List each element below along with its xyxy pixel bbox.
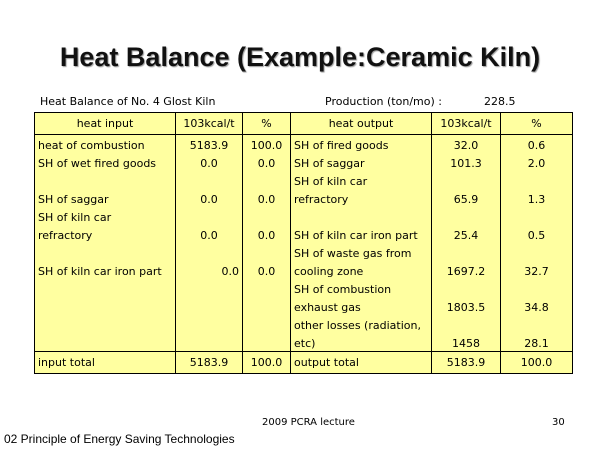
output-pct: 2.0: [501, 153, 573, 171]
production-value: 228.5: [484, 95, 516, 108]
input-value: 0.0: [176, 261, 243, 279]
header-pct-output: %: [501, 113, 573, 135]
output-label: SH of fired goods: [291, 135, 432, 154]
table-row: [35, 315, 573, 333]
heat-balance-table: [34, 112, 573, 374]
table-row: [35, 243, 573, 261]
output-pct: 1.3: [501, 189, 573, 207]
table-row: [35, 207, 573, 225]
input-pct: 0.0: [243, 153, 291, 171]
input-pct: 0.0: [243, 189, 291, 207]
output-pct: 0.5: [501, 225, 573, 243]
table-row: [35, 333, 573, 352]
table-caption: Heat Balance of No. 4 Glost Kiln: [40, 95, 216, 108]
input-label-cont: refractory: [35, 225, 176, 243]
output-total-value: 5183.9: [432, 352, 501, 374]
output-value: 1803.5: [432, 297, 501, 315]
table-row: [35, 189, 573, 207]
table-row: [35, 279, 573, 297]
output-value: 101.3: [432, 153, 501, 171]
output-pct: 0.6: [501, 135, 573, 154]
input-total-value: 5183.9: [176, 352, 243, 374]
footer-course-title: 02 Principle of Energy Saving Technologies: [4, 432, 235, 446]
totals-row: [35, 352, 573, 374]
header-unit-output: 103kcal/t: [432, 113, 501, 135]
input-pct: 0.0: [243, 225, 291, 243]
slide-title: Heat Balance (Example:Ceramic Kiln): [59, 42, 541, 72]
input-pct: 0.0: [243, 261, 291, 279]
header-pct-input: %: [243, 113, 291, 135]
input-label: SH of kiln car: [35, 207, 176, 225]
table-row: [35, 297, 573, 315]
output-value: 65.9: [432, 189, 501, 207]
output-label-cont: exhaust gas: [291, 297, 432, 315]
table-row: [35, 153, 573, 171]
output-value: 1458: [432, 333, 501, 352]
input-label: SH of wet fired goods: [35, 153, 176, 171]
header-heat-output: heat output: [291, 113, 432, 135]
output-label: SH of kiln car: [291, 171, 432, 189]
output-total-label: output total: [291, 352, 432, 374]
input-total-label: input total: [35, 352, 176, 374]
table-row: [35, 261, 573, 279]
output-value: 1697.2: [432, 261, 501, 279]
input-total-pct: 100.0: [243, 352, 291, 374]
header-heat-input: heat input: [35, 113, 176, 135]
output-label: SH of kiln car iron part: [291, 225, 432, 243]
output-label-cont: etc): [291, 333, 432, 352]
output-label: SH of saggar: [291, 153, 432, 171]
output-label-cont: cooling zone: [291, 261, 432, 279]
input-label: heat of combustion: [35, 135, 176, 154]
output-pct: 28.1: [501, 333, 573, 352]
table-row: [35, 135, 573, 154]
input-label: SH of saggar: [35, 189, 176, 207]
input-value: 0.0: [176, 153, 243, 171]
production-label: Production (ton/mo) :: [325, 95, 442, 108]
output-value: 25.4: [432, 225, 501, 243]
output-label: other losses (radiation,: [291, 315, 432, 333]
output-total-pct: 100.0: [501, 352, 573, 374]
output-label: SH of waste gas from: [291, 243, 432, 261]
footer-lecture: 2009 PCRA lecture: [262, 417, 355, 428]
output-label: SH of combustion: [291, 279, 432, 297]
page-number: 30: [552, 417, 565, 428]
header-unit-input: 103kcal/t: [176, 113, 243, 135]
table-header-row: [35, 113, 573, 135]
output-pct: 34.8: [501, 297, 573, 315]
output-label-cont: refractory: [291, 189, 432, 207]
input-pct: 100.0: [243, 135, 291, 154]
input-value: 5183.9: [176, 135, 243, 154]
input-value: 0.0: [176, 225, 243, 243]
output-pct: 32.7: [501, 261, 573, 279]
table-row: [35, 171, 573, 189]
input-value: 0.0: [176, 189, 243, 207]
input-label: SH of kiln car iron part: [35, 261, 176, 279]
output-value: 32.0: [432, 135, 501, 154]
table-row: [35, 225, 573, 243]
